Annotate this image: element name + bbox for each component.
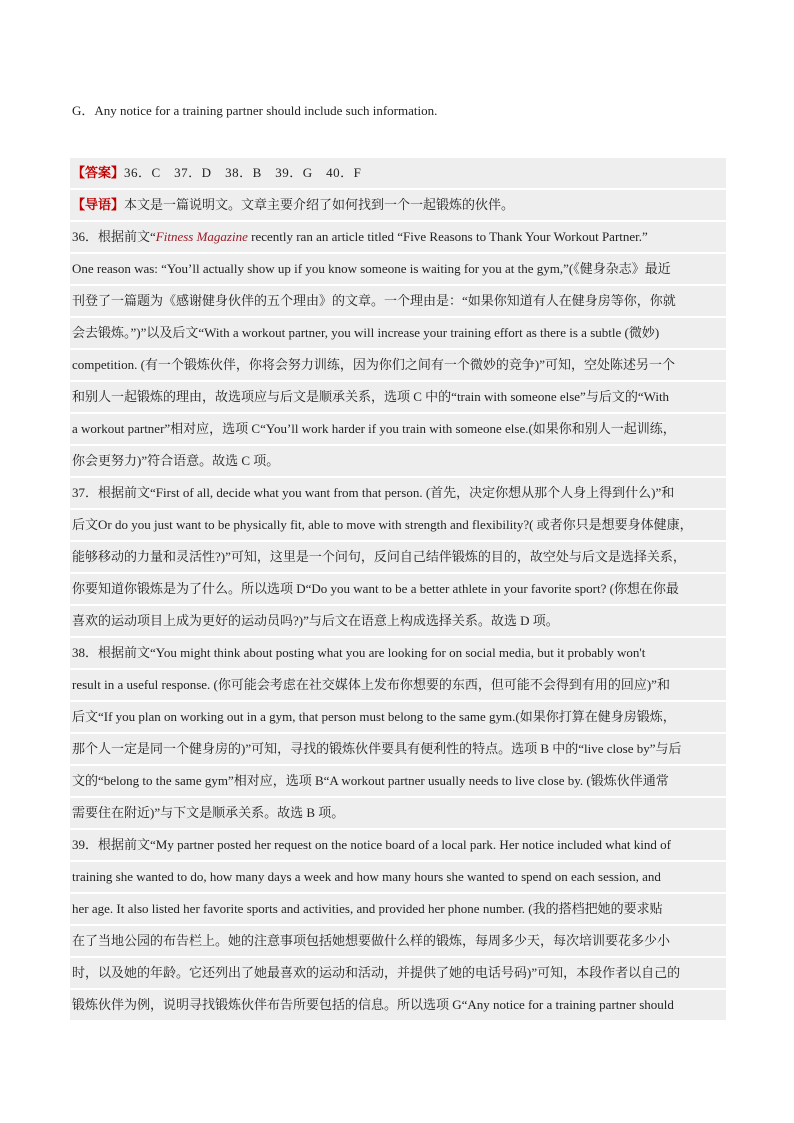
answer-text: 36．C 37．D 38．B 39．G 40．F [124,165,362,180]
q36-line-8: 你会更努力)”符合语意。故选 C 项。 [70,446,726,476]
q36-line-3: 刊登了一篇题为《感谢健身伙伴的五个理由》的文章。一个理由是：“如果你知道有人在健身房等你，你就 [70,286,726,316]
magazine-name: Fitness Magazine [155,229,248,244]
guide-line [70,190,726,220]
q38-line-1: 38．根据前文“You might think about posting what you are looking for on social media, but it probably won't [70,638,726,668]
answer-label: 【答案】 [72,165,125,180]
q39-line-6: 锻炼伙伴为例，说明寻找锻炼伙伴布告所要包括的信息。所以选项 G“Any notice for a training partner should [70,990,726,1020]
q38-line-3: 后文“If you plan on working out in a gym, that person must belong to the same gym.(如果你打算在健身房锻炼， [70,702,726,732]
option-g: G．Any notice for a training partner should include such information. [72,103,438,118]
guide-label: 【导语】 [72,197,125,212]
q38-line-5: 文的“belong to the same gym”相对应，选项 B“A workout partner usually needs to live close by. (锻炼伙伴通常 [70,766,726,796]
q36-line-2: One reason was: “You’ll actually show up if you know someone is waiting for you at the gym,”(《健身杂志》最近 [70,254,726,284]
q38-line-6: 需要住在附近)”与下文是顺承关系。故选 B 项。 [70,798,726,828]
q36-line-7: a workout partner”相对应，选项 C“You’ll work harder if you train with someone else.(如果你和别人一起训练， [70,414,726,444]
q39-line-1: 39．根据前文“My partner posted her request on the notice board of a local park. Her notice included what kind of [70,830,726,860]
answer-line [70,158,726,188]
q36-prefix: 36．根据前文“ [72,229,156,244]
q36-line-1 [70,222,726,252]
q39-line-4: 在了当地公园的布告栏上。她的注意事项包括她想要做什么样的锻炼，每周多少天，每次培训要花多少小 [70,926,726,956]
q36-suffix: recently ran an article titled “Five Reasons to Thank Your Workout Partner.” [247,229,648,244]
q37-line-2: 后文Or do you just want to be physically fit, able to move with strength and flexibility?( 或者你只是想要身体健康， [70,510,726,540]
q36-line-5: competition. (有一个锻炼伙伴，你将会努力训练，因为你们之间有一个微妙的竞争)”可知，空处陈述另一个 [70,350,726,380]
q38-line-4: 那个人一定是同一个健身房的)”可知，寻找的锻炼伙伴要具有便利性的特点。选项 B 中的“live close by”与后 [70,734,726,764]
q37-line-1: 37．根据前文“First of all, decide what you want from that person. (首先，决定你想从那个人身上得到什么)”和 [70,478,726,508]
q36-line-4: 会去锻炼。”)”以及后文“With a workout partner, you will increase your training effort as there is a subtle (微妙) [70,318,726,348]
q39-line-2: training she wanted to do, how many days a week and how many hours she wanted to spend on each session, and [70,862,726,892]
q37-line-5: 喜欢的运动项目上成为更好的运动员吗?)”与后文在语意上构成选择关系。故选 D 项。 [70,606,726,636]
q36-line-6: 和别人一起锻炼的理由，故选项应与后文是顺承关系，选项 C 中的“train with someone else”与后文的“With [70,382,726,412]
q39-line-5: 时，以及她的年龄。它还列出了她最喜欢的运动和活动，并提供了她的电话号码)”可知，本段作者以自己的 [70,958,726,988]
q38-line-2: result in a useful response. (你可能会考虑在社交媒体上发布你想要的东西，但可能不会得到有用的回应)”和 [70,670,726,700]
q37-line-4: 你要知道你锻炼是为了什么。所以选项 D“Do you want to be a better athlete in your favorite sport? (你想在你最 [70,574,726,604]
guide-text: 本文是一篇说明文。文章主要介绍了如何找到一个一起锻炼的伙伴。 [124,197,515,212]
q39-line-3: her age. It also listed her favorite sports and activities, and provided her phone number. (我的搭档把她的要求贴 [70,894,726,924]
q37-line-3: 能够移动的力量和灵活性?)”可知，这里是一个问句，反问自己结伴锻炼的目的，故空处与后文是选择关系， [70,542,726,572]
